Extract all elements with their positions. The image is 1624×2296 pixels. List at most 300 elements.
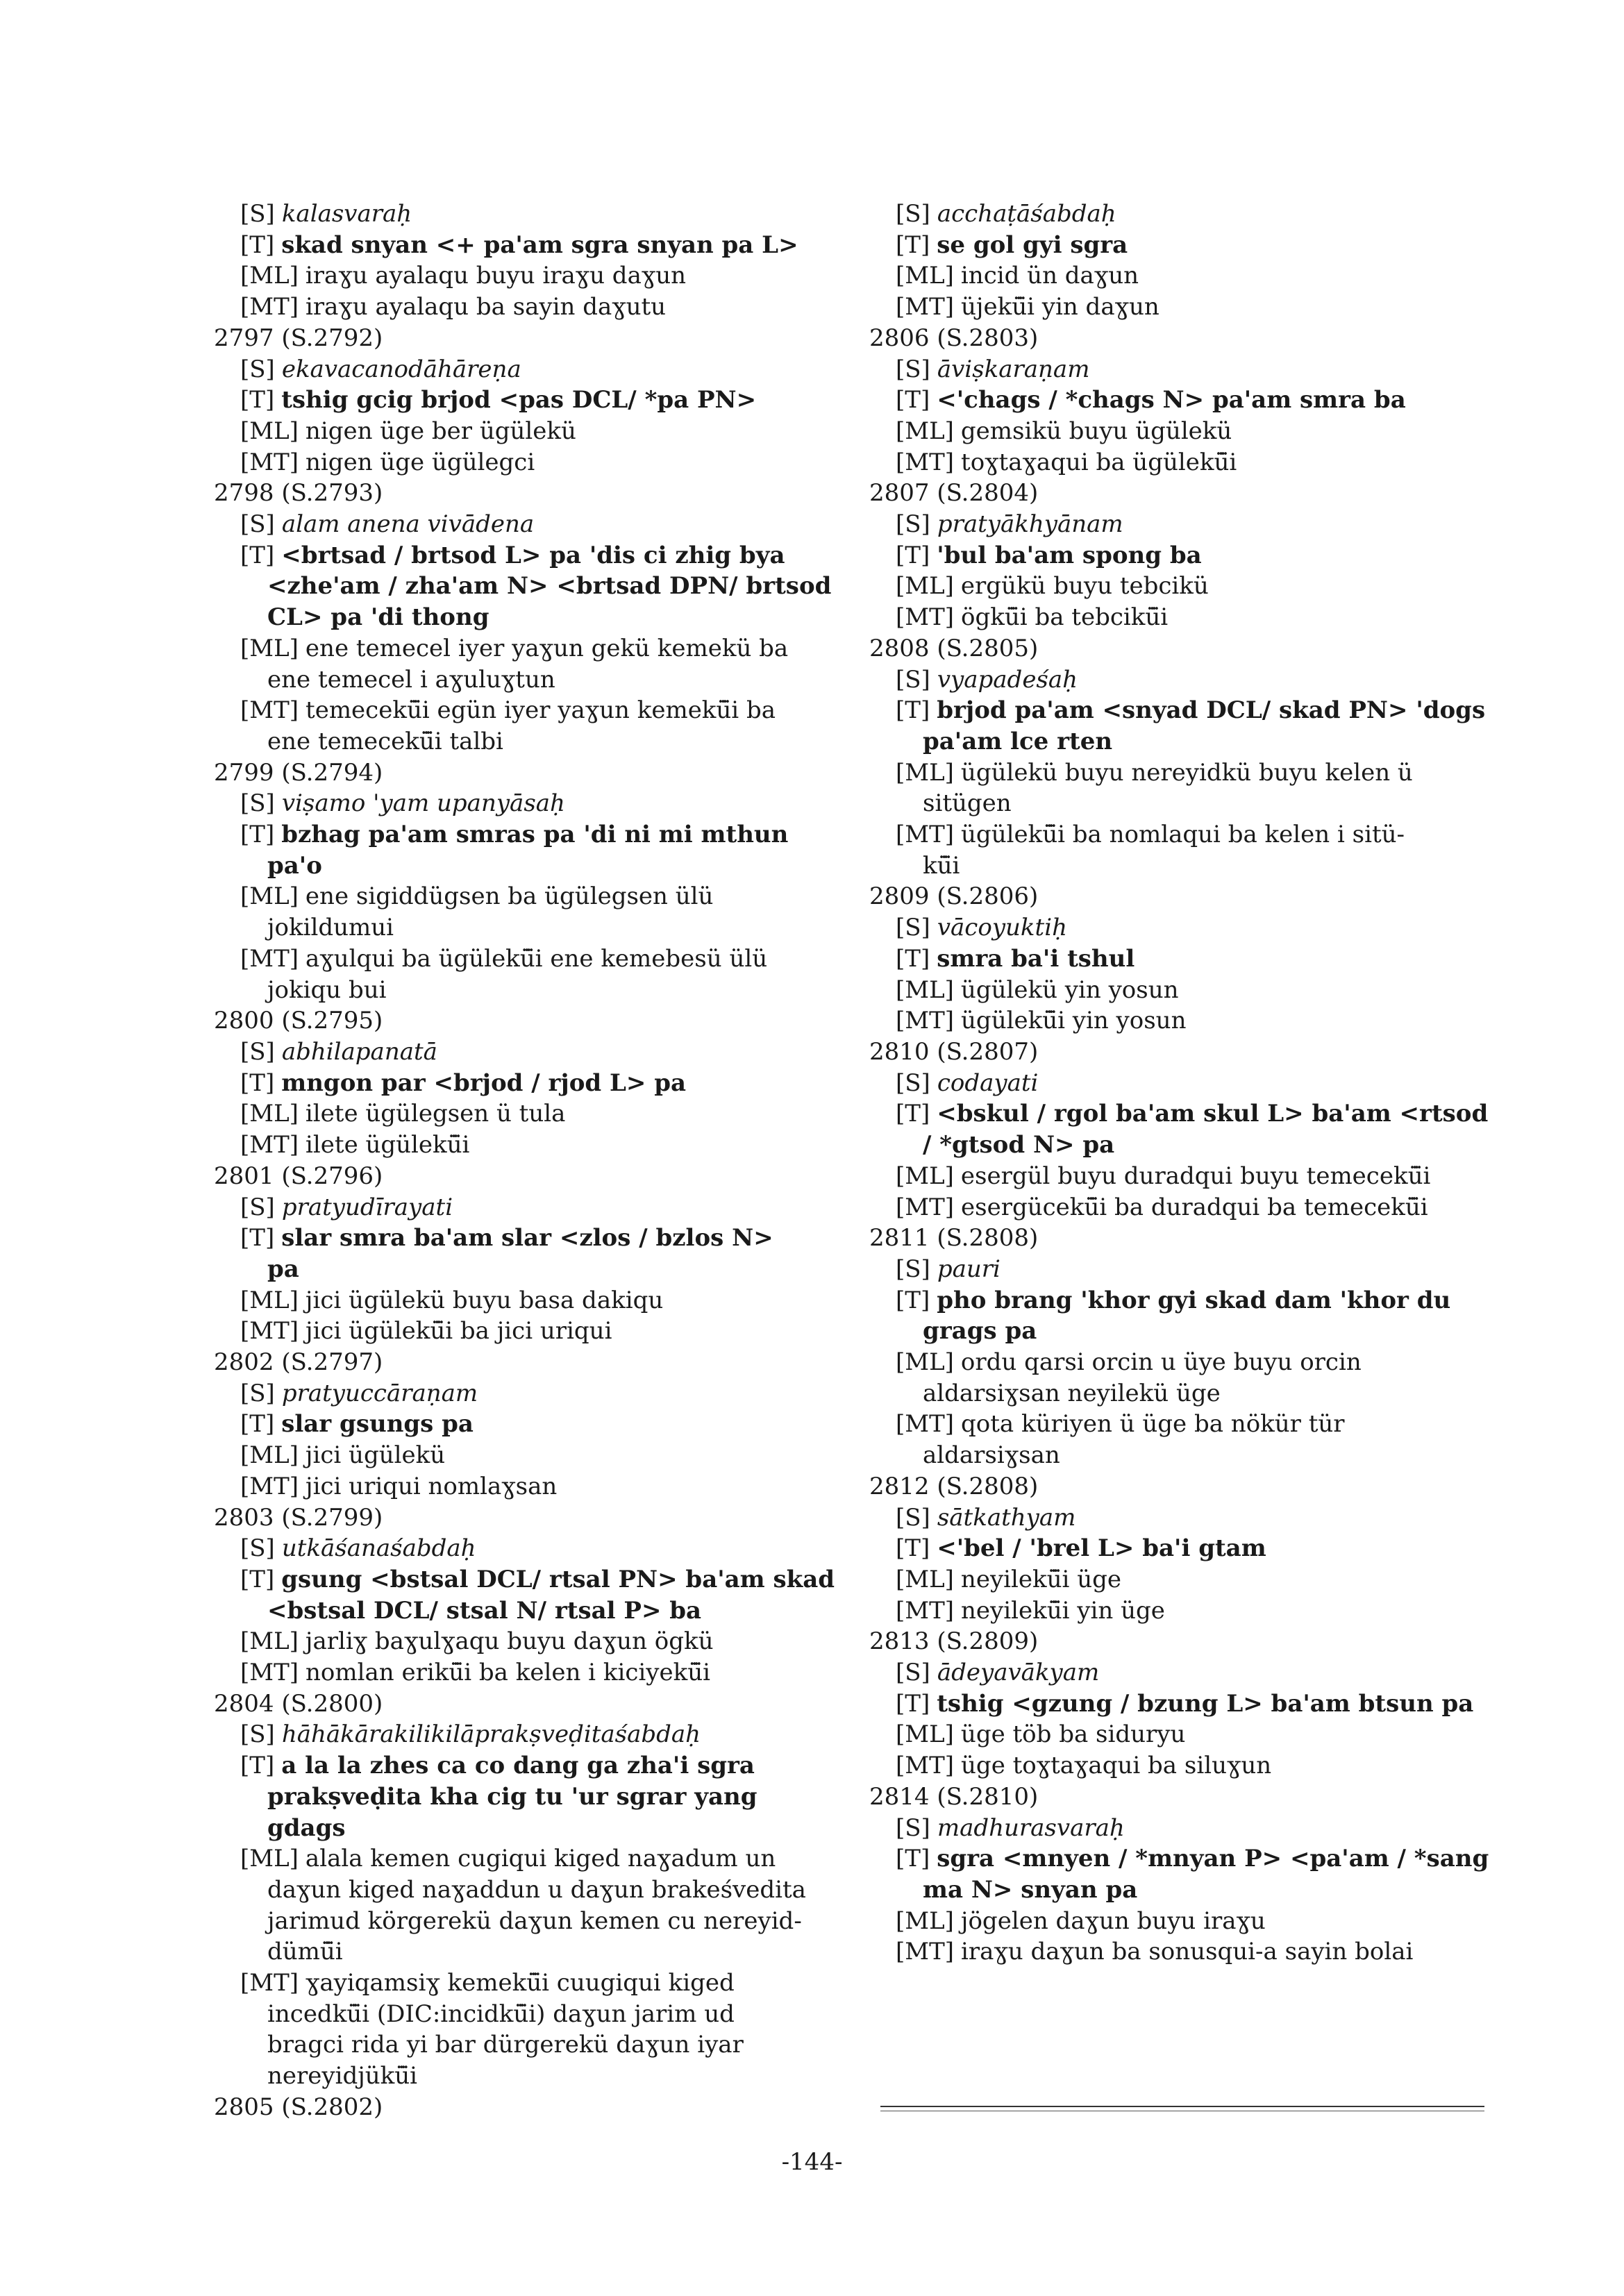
field-text: ekavacanodāhāreṇa [281,355,521,383]
field-tag: [T] [240,1069,275,1097]
field-tag: [S] [896,914,930,942]
field-text: kalasvaraḥ [281,200,412,228]
continuation-line [214,912,853,944]
field-line [869,385,1494,416]
field-line [869,912,1494,944]
continuation-line [214,1936,853,1968]
field-text: ene sigiddügsen ba ügülegsen ülü [305,882,714,911]
field-tag: [S] [240,510,275,539]
field-text: aldarsiɣsan [923,1441,1060,1470]
field-line [214,633,853,664]
field-tag: [S] [240,789,275,818]
field-text: ma N> snyan pa [923,1875,1138,1904]
field-line [869,664,1494,696]
entry-number: 2809 (S.2806) [869,882,1039,911]
field-text: a la la zhes ca co dang ga zha'i sgra [281,1752,755,1780]
field-text: iraɣu daɣun ba sonusqui-a sayin bolai [961,1938,1414,1966]
field-tag: [MT] [896,1007,955,1035]
field-tag: [ML] [896,758,954,787]
field-text: iraɣu ayalaqu buyu iraɣu daɣun [305,262,687,290]
field-line [869,1005,1494,1037]
entry-number: 2799 (S.2794) [214,758,383,787]
field-tag: [S] [896,1255,930,1283]
field-text: ergükü buyu tebcikü [960,572,1209,601]
field-tag: [T] [896,696,930,725]
field-tag: [ML] [240,1441,299,1470]
field-line [214,354,853,385]
field-line [869,1689,1494,1720]
field-text: sitügen [923,789,1012,818]
footnote-rule [880,2106,1484,2107]
field-tag: [ML] [240,262,299,290]
field-tag: [ML] [896,417,954,445]
field-line [869,1409,1494,1440]
field-text: ilete ügülegsen ü tula [305,1100,566,1128]
field-tag: [ML] [896,1348,954,1377]
field-tag: [MT] [240,1969,299,1997]
field-text: jici ügülekü̈i ba jici uriqui [305,1317,612,1346]
field-text: <zhe'am / zha'am N> <brtsad DPN/ brtsod [267,572,832,601]
field-line [214,1192,853,1223]
continuation-line [869,1378,1494,1409]
continuation-line [869,1440,1494,1471]
field-text: pratyākhyānam [937,510,1123,539]
field-text: prakṣveḍita kha cig tu 'ur sgrar yang [267,1782,757,1811]
field-text: pho brang 'khor gyi skad dam 'khor du [937,1286,1451,1314]
field-tag: [MT] [896,1938,955,1966]
field-text: CL> pa 'di thong [267,603,489,632]
entry-number: 2800 (S.2795) [214,1007,383,1035]
field-tag: [T] [896,944,930,973]
field-text: jokildumui [267,914,394,942]
field-text: pauri [937,1255,1001,1283]
continuation-line [869,726,1494,757]
field-tag: [S] [240,1534,275,1563]
field-line [869,416,1494,447]
field-line [869,1564,1494,1595]
field-tag: [T] [896,1689,930,1718]
field-tag: [MT] [896,293,955,321]
field-text: aɣulqui ba ügülekü̈i ene kemebesü ülü [305,944,768,973]
field-tag: [T] [896,1286,930,1314]
left-column [214,199,853,2123]
field-line [214,1409,853,1440]
field-tag: [T] [896,1534,930,1563]
field-line [214,1564,853,1595]
field-text: <brtsad / brtsod L> pa 'dis ci zhig bya [281,541,785,569]
entry-number: 2813 (S.2809) [869,1627,1039,1656]
field-tag: [S] [896,1503,930,1532]
field-text: smra ba'i tshul [937,944,1135,973]
field-text: aldarsiɣsan neyilekü üge [923,1379,1221,1407]
field-line [214,1098,853,1130]
continuation-line [869,850,1494,882]
field-tag: [T] [896,541,930,569]
continuation-line [214,2061,853,2092]
field-line [869,354,1494,385]
field-line [869,509,1494,540]
field-tag: [ML] [240,1286,299,1314]
field-tag: [S] [896,1659,930,1687]
field-tag: [S] [240,200,275,228]
right-column [869,199,1494,1968]
continuation-line [214,664,853,696]
field-tag: [S] [240,1379,275,1407]
field-tag: [MT] [240,696,299,725]
entry-number: 2812 (S.2808) [869,1472,1039,1500]
entry-number: 2802 (S.2797) [214,1348,383,1377]
field-tag: [T] [240,821,275,849]
field-text: brjod pa'am <snyad DCL/ skad PN> 'dogs [937,696,1486,725]
field-text: bragci rida yi bar dürgerekü daɣun iyar [267,2031,744,2059]
entry-number: 2797 (S.2792) [214,324,383,352]
field-tag: [S] [240,1037,275,1066]
field-tag: [S] [896,1813,930,1842]
field-line [869,1936,1494,1968]
field-line [869,1595,1494,1627]
field-tag: [ML] [896,262,954,290]
field-text: slar smra ba'am slar <zlos / bzlos N> [281,1224,773,1252]
field-text: alala kemen cugiqui kiged naɣadum un [305,1845,776,1873]
field-line [869,819,1494,850]
continuation-line [214,1999,853,2030]
field-line [214,260,853,292]
field-line [869,1906,1494,1937]
field-text: incid ün daɣun [960,262,1139,290]
entry-number: 2798 (S.2793) [214,479,383,508]
field-line [869,1161,1494,1192]
field-text: ordu qarsi orcin u üye buyu orcin [960,1348,1362,1377]
field-line [214,416,853,447]
continuation-line [214,975,853,1006]
field-tag: [ML] [240,634,299,662]
field-tag: [ML] [240,417,299,445]
field-tag: [T] [240,1565,275,1593]
field-text: ene temecekü̈i talbi [267,727,503,755]
field-text: gdags [267,1813,346,1842]
field-line [214,1440,853,1471]
field-line [869,292,1494,323]
field-text: incedkü̈i (DIC:incidkü̈i) daɣun jarim ud [267,2000,735,2028]
field-text: jarimud körgerekü daɣun kemen cu nereyid- [267,1907,802,1935]
field-text: pratyuccāraṇam [281,1379,478,1407]
field-text: ügülekü buyu nereyidkü buyu kelen ü [960,758,1413,787]
field-text: skad snyan <+ pa'am sgra snyan pa L> [281,231,798,259]
field-tag: [MT] [240,1131,299,1159]
field-text: hāhākārakilikilāprakṣveḍitaśabdaḥ [281,1720,701,1749]
entry-number: 2807 (S.2804) [869,479,1039,508]
field-tag: [S] [896,510,930,539]
field-text: mngon par <brjod / rjod L> pa [281,1069,687,1097]
continuation-line [869,1316,1494,1347]
field-line [214,385,853,416]
field-tag: [ML] [896,1162,954,1190]
entry-number: 2814 (S.2810) [869,1782,1039,1811]
entry-number: 2811 (S.2808) [869,1224,1039,1252]
field-line [869,1657,1494,1689]
field-line [214,1626,853,1657]
continuation-line [214,2029,853,2061]
continuation-line [214,1595,853,1627]
field-text: vyapadeśaḥ [937,665,1078,694]
field-text: slar gsungs pa [281,1410,474,1439]
field-tag: [T] [240,1410,275,1439]
field-text: viṣamo 'yam upanyāsaḥ [281,789,565,818]
field-tag: [MT] [896,1596,955,1625]
field-line [869,975,1494,1006]
field-tag: [S] [240,1720,275,1749]
page-number: -144- [781,2148,843,2176]
field-line [214,1316,853,1347]
field-text: temecekü̈i egün iyer yaɣun kemekü̈i ba [305,696,776,725]
field-text: neyilekü̈i yin üge [961,1596,1165,1625]
field-text: vācoyuktiḥ [937,914,1067,942]
field-tag: [ML] [240,1627,299,1656]
field-line [869,1347,1494,1378]
field-text: tshig gcig brjod <pas DCL/ *pa PN> [281,386,757,414]
field-text: üjekü̈i yin daɣun [961,293,1160,321]
field-line [869,602,1494,633]
field-tag: [ML] [896,1720,954,1749]
field-text: ügülekü yin yosun [960,975,1179,1004]
field-text: <bstsal DCL/ stsal N/ rtsal P> ba [267,1596,702,1625]
field-text: jögelen daɣun buyu iraɣu [960,1907,1266,1935]
field-line [214,695,853,726]
field-text: <'chags / *chags N> pa'am smra ba [937,386,1406,414]
field-text: madhurasvaraḥ [937,1813,1125,1842]
field-tag: [ML] [896,1565,954,1593]
field-text: üge toɣtaɣaqui ba siluɣun [961,1752,1272,1780]
entry-number: 2801 (S.2796) [214,1162,383,1190]
field-tag: [ML] [240,1100,299,1128]
field-line [214,230,853,261]
field-tag: [MT] [240,1659,299,1687]
field-text: kü̈i [923,851,960,880]
field-line [214,1657,853,1689]
entry-number: 2803 (S.2799) [214,1503,383,1532]
field-line [869,447,1494,478]
field-line [869,1254,1494,1285]
field-text: ādeyavākyam [937,1659,1100,1687]
field-text: grags pa [923,1317,1037,1346]
field-tag: [MT] [240,293,299,321]
field-tag: [T] [896,1845,930,1873]
field-line [869,1813,1494,1844]
continuation-line [214,1875,853,1906]
field-text: jarliɣ baɣulɣaqu buyu daɣun ögkü [305,1627,714,1656]
field-tag: [ML] [240,882,299,911]
field-text: ögkü̈i ba tebcikü̈i [961,603,1169,632]
field-text: esergül buyu duradqui buyu temecekü̈i [960,1162,1431,1190]
field-tag: [ML] [896,572,954,601]
field-text: acchaṭāśabdaḥ [937,200,1116,228]
field-tag: [T] [240,231,275,259]
field-line [869,944,1494,975]
field-line [214,1843,853,1875]
field-line [214,292,853,323]
continuation-line [214,1254,853,1285]
field-line [869,571,1494,602]
field-line [214,1068,853,1099]
field-tag: [T] [896,386,930,414]
field-line [869,1098,1494,1130]
field-line [214,540,853,571]
field-text: jici uriqui nomlaɣsan [305,1472,558,1500]
field-text: āviṣkaraṇam [937,355,1090,383]
field-text: jici ügülekü buyu basa dakiqu [305,1286,664,1314]
field-line [214,1471,853,1502]
field-line [869,1750,1494,1782]
field-tag: [MT] [896,603,955,632]
field-tag: [T] [896,231,930,259]
field-tag: [T] [240,1752,275,1780]
field-line [214,1037,853,1068]
continuation-line [214,602,853,633]
field-tag: [MT] [896,1193,955,1221]
field-line [214,1719,853,1750]
field-text: pa'o [267,851,322,880]
field-text: pratyudīrayati [281,1193,453,1221]
continuation-line [869,1875,1494,1906]
field-tag: [MT] [240,1472,299,1500]
field-line [869,540,1494,571]
field-text: sgra <mnyen / *mnyan P> <pa'am / *sang [937,1845,1489,1873]
field-text: ene temecel iyer yaɣun gekü kemekü ba [305,634,789,662]
field-text: tshig <gzung / bzung L> ba'am btsun pa [937,1689,1474,1718]
field-line [869,1533,1494,1564]
field-text: utkāśanaśabdaḥ [281,1534,476,1563]
field-text: ene temecel i aɣuluɣtun [267,665,555,694]
field-line [214,1285,853,1316]
continuation-line [869,1130,1494,1161]
field-text: ügülekü̈i yin yosun [961,1007,1187,1035]
field-text: codayati [937,1069,1039,1097]
field-tag: [S] [240,1193,275,1221]
field-tag: [S] [240,355,275,383]
field-tag: [MT] [896,448,955,476]
field-line [869,260,1494,292]
entry-number: 2806 (S.2803) [869,324,1039,352]
field-text: / *gtsod N> pa [923,1131,1115,1159]
field-text: esergücekü̈i ba duradqui ba temecekü̈i [961,1193,1428,1221]
field-tag: [ML] [896,975,954,1004]
field-tag: [T] [240,1224,275,1252]
field-text: gemsikü buyu ügülekü [960,417,1232,445]
entry-number: 2808 (S.2805) [869,634,1039,662]
field-text: toɣtaɣaqui ba ügülekü̈i [961,448,1237,476]
field-text: üge töb ba siduryu [960,1720,1186,1749]
field-tag: [S] [896,355,930,383]
field-text: <'bel / 'brel L> ba'i gtam [937,1534,1266,1563]
entry-number: 2804 (S.2800) [214,1689,383,1718]
field-tag: [MT] [896,1752,955,1780]
field-text: ilete ügülekü̈i [305,1131,470,1159]
field-line [214,1968,853,1999]
continuation-line [214,571,853,602]
field-line [214,199,853,230]
field-line [869,695,1494,726]
field-tag: [MT] [240,448,299,476]
continuation-line [214,1906,853,1937]
field-text: iraɣu ayalaqu ba sayin daɣutu [305,293,667,321]
field-text: nigen üge ügülegci [305,448,535,476]
field-line [869,1285,1494,1316]
field-text: ɣayiqamsiɣ kemekü̈i cuugiqui kiged [305,1969,735,1997]
field-line [869,1068,1494,1099]
field-line [869,757,1494,789]
field-line [214,509,853,540]
field-text: daɣun kiged naɣaddun u daɣun brakeśvedita [267,1875,806,1904]
field-line [214,1378,853,1409]
field-line [214,944,853,975]
field-line [214,819,853,850]
field-tag: [T] [240,541,275,569]
field-tag: [MT] [896,1410,955,1439]
field-text: se gol gyi sgra [937,231,1128,259]
field-text: nigen üge ber ügülekü [305,417,576,445]
field-text: <bskul / rgol ba'am skul L> ba'am <rtsod [937,1100,1489,1128]
field-tag: [MT] [240,944,299,973]
field-line [214,1533,853,1564]
continuation-line [869,788,1494,819]
entry-number: 2810 (S.2807) [869,1037,1039,1066]
field-text: ügülekü̈i ba nomlaqui ba kelen i sitü- [961,821,1405,849]
field-text: pa'am lce rten [923,727,1113,755]
field-text: bzhag pa'am smras pa 'di ni mi mthun [281,821,789,849]
field-text: gsung <bstsal DCL/ rtsal PN> ba'am skad [281,1565,835,1593]
field-line [869,1843,1494,1875]
field-text: dümü̈i [267,1938,343,1966]
field-tag: [S] [896,200,930,228]
field-line [214,1750,853,1782]
field-line [869,230,1494,261]
field-tag: [T] [240,386,275,414]
field-text: jokiqu bui [267,975,387,1004]
field-line [869,1502,1494,1534]
field-tag: [MT] [896,821,955,849]
field-text: sātkathyam [937,1503,1076,1532]
field-text: nereyidjükü̈i [267,2062,418,2090]
field-text: jici ügülekü [305,1441,446,1470]
field-tag: [MT] [240,1317,299,1346]
continuation-line [214,1782,853,1813]
field-line [869,199,1494,230]
field-line [214,447,853,478]
field-text: 'bul ba'am spong ba [937,541,1202,569]
field-text: nomlan erikü̈i ba kelen i kiciyekü̈i [305,1659,710,1687]
field-text: abhilapanatā [281,1037,437,1066]
field-tag: [ML] [240,1845,299,1873]
field-tag: [ML] [896,1907,954,1935]
field-line [869,1192,1494,1223]
continuation-line [214,1813,853,1844]
field-line [869,1719,1494,1750]
field-line [214,788,853,819]
field-text: pa [267,1255,299,1283]
continuation-line [214,726,853,757]
field-line [214,1130,853,1161]
field-tag: [T] [896,1100,930,1128]
field-tag: [S] [896,1069,930,1097]
field-text: qota küriyen ü üge ba nökür tür [961,1410,1345,1439]
continuation-line [214,850,853,882]
field-text: alam anena vivādena [281,510,535,539]
field-text: neyilekü̈i üge [960,1565,1121,1593]
field-line [214,1223,853,1254]
field-tag: [S] [896,665,930,694]
entry-number: 2805 (S.2802) [214,2093,383,2121]
field-line [214,881,853,912]
